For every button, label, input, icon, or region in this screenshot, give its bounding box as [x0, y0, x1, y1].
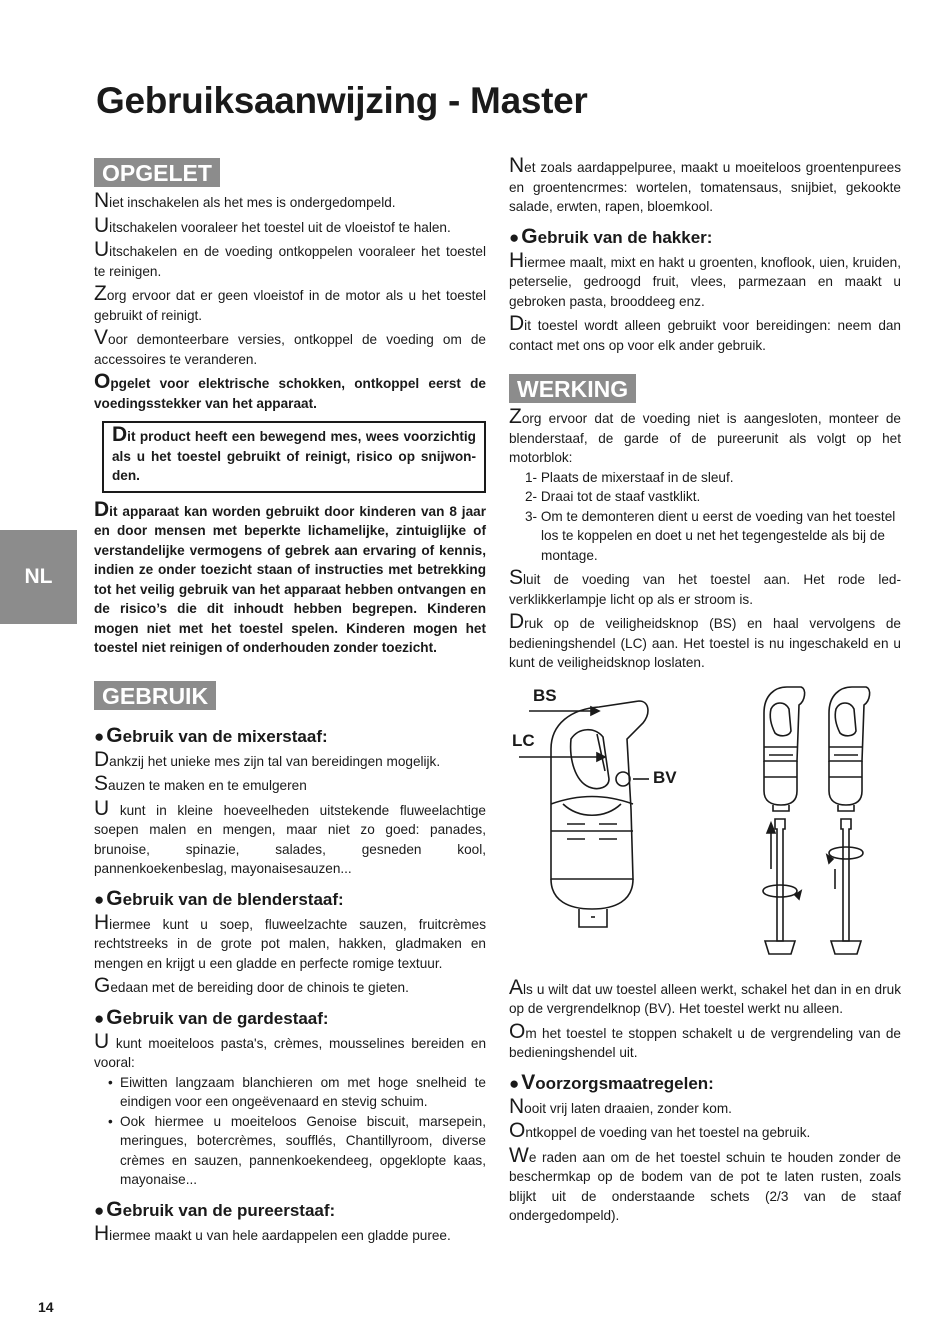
blender-paragraph: Gedaan met de bereiding door de chinois te gieten. — [94, 974, 409, 997]
werking-intro: Zorg ervoor dat de voeding niet is aangesloten, monteer de blenderstaaf, de garde of de pureerunit als volgt op het motorblok: — [509, 405, 901, 465]
puree-paragraph: Hiermee maakt u van hele aardappelen een gladde puree. — [94, 1221, 451, 1245]
moving-blade-warning-box — [102, 421, 486, 493]
mixer-paragraph: U kunt in kleine hoeveelheden uitstekende fluweelachtige soepen malen en mengen, maar niet zo goed: panades, brunoise, spinazie, salades, gesneden kool, pannenkoekenbeslag, mayonaisesauzen... — [94, 796, 486, 876]
assembly-steps — [509, 468, 901, 566]
warning-paragraph: Uitschakelen en de voeding ontkoppelen vooraleer het toestel te reinigen. — [94, 238, 486, 279]
mixer-paragraph: Sauzen te maken en te emulgeren — [94, 772, 307, 795]
list-item: 2- Draai tot de staaf vastklikt. — [525, 489, 701, 504]
voorzorg-paragraph: We raden aan om de het toestel schuin te houden zonder de beschermkap op de bodem van de pot te laten rusten, zoals blijkt uit de onderstaande schets (2/3 van de staaf ondergedompeld). — [509, 1143, 901, 1223]
list-item: • Eiwitten langzaam blanchieren om met hoge snelheid te eindigen voor een ongeëvenaard en stevig schuim. — [108, 1073, 486, 1112]
hakker-paragraph: Hiermee maalt, mixt en hakt u groenten, knoflook, uien, kruiden, peterselie, gedroogd fruit, vlees, parmezaan en maakt u gebroken pasta, brooddeeg enz. — [509, 248, 901, 309]
list-item: • Ook hiermee u moeiteloos Genoise biscuit, marsepein, meringues, botercrèmes, soufflés, Chantillyroom, diverse crèmes en sauzen, pannenkoekendeeg, opgeklopte kaas, mayonaise... — [108, 1112, 486, 1190]
werking-paragraph: Druk op de veiligheidsknop (BS) en haal vervolgens de bedieningshendel (LC) aan. Het toestel is nu ingeschakeld en u kunt de veiligheidsknop loslaten. — [509, 610, 901, 670]
subheading-voorzorg: ●Voorzorgsmaatregelen: — [509, 1070, 714, 1094]
puree-paragraph: Net zoals aardappelpuree, maakt u moeiteloos groentenpurees en groentencrmes: wortelen, tomatensaus, snijbiet, gekookte salade, erwten, rapen, bloemkool. — [509, 154, 901, 214]
section-heading-gebruik: GEBRUIK — [94, 681, 216, 710]
subheading-mixerstaaf: ●Gebruik van de mixerstaaf: — [94, 723, 328, 747]
warning-paragraph: Uitschakelen vooraleer het toestel uit de vloeistof te halen. — [94, 213, 451, 237]
section-heading-werking: WERKING — [509, 374, 636, 403]
electric-shock-warning: Opgelet voor elektrische schokken, ontkoppel eerst de voedingsstekker van het apparaat. — [94, 370, 486, 411]
appliance-illustration — [509, 679, 909, 974]
label-lc: LC — [512, 730, 535, 750]
voorzorg-paragraph: Nooit vrij laten draaien, zonder kom. — [509, 1094, 732, 1118]
garde-list — [94, 1073, 486, 1190]
moving-blade-warning: Dit product heeft een bewegend mes, wees voorzichtig als u het toestel gebruikt of reinigt, risico op snijwonden. — [112, 423, 476, 483]
section-heading-opgelet: OPGELET — [94, 158, 220, 187]
language-tab-label: NL — [24, 565, 53, 588]
voorzorg-paragraph: Ontkoppel de voeding van het toestel na gebruik. — [509, 1119, 811, 1142]
left-column — [94, 158, 486, 1250]
label-bs: BS — [533, 685, 557, 705]
subheading-gardestaaf: ●Gebruik van de gardestaaf: — [94, 1005, 329, 1029]
warning-paragraph: Zorg ervoor dat er geen vloeistof in de motor als u het toestel gebruikt of reinigt. — [94, 282, 486, 323]
subheading-pureerstaaf: ●Gebruik van de pureerstaaf: — [94, 1197, 336, 1221]
language-tab — [0, 530, 77, 624]
warning-paragraph: Niet inschakelen als het mes is ondergedompeld. — [94, 189, 396, 212]
hakker-paragraph: Dit toestel wordt alleen gebruikt voor bereidingen: neem dan contact met ons op voor elk ander gebruik. — [509, 312, 901, 353]
warning-paragraph: Voor demonteerbare versies, ontkoppel de voeding om de accessoires te veranderen. — [94, 326, 486, 367]
garde-intro: U kunt moeiteloos pasta's, crèmes, mousselines bereiden en vooral: — [94, 1029, 486, 1070]
children-warning: Dit apparaat kan worden gebruikt door kinderen van 8 jaar en door mensen met beperkte lichamelijke, zintuiglijke of verstandelijke vermogens of gebrek aan ervaring of kennis, indien ze onder toezicht staan of instructies met betrekking tot het veilig gebruik van het apparaat hebben ontvangen en de risico’s die dit inhoudt hebben begrepen. Kinderen mogen niet met het toestel spelen. Kinderen mogen het toestel niet reinigen of onderhouden zonder toezicht. — [94, 497, 486, 655]
subheading-blenderstaaf: ●Gebruik van de blenderstaaf: — [94, 886, 344, 910]
page-number: 14 — [38, 1299, 54, 1315]
blender-paragraph: Hiermee kunt u soep, fluweelzachte sauzen, fruitcrèmes rechtstreeks in de grote pot malen, hakken, gladmaken en mengen en krijgt u een gladde en perfecte romige textuur. — [94, 910, 486, 971]
list-item: 3- Om te demonteren dient u eerst de voeding van het toestel los te koppelen en doet u net het tegengestelde als bij de montage. — [525, 508, 896, 563]
werking-paragraph: Om het toestel te stoppen schakelt u de vergrendeling van de bedieningshendel uit. — [509, 1019, 901, 1060]
werking-paragraph: Sluit de voeding van het toestel aan. Het rode led-verklikkerlampje licht op als er stroom is. — [509, 566, 901, 607]
label-bv: BV — [653, 767, 677, 787]
subheading-hakker: ●Gebruik van de hakker: — [509, 224, 713, 248]
mixer-paragraph: Dankzij het unieke mes zijn tal van bereidingen mogelijk. — [94, 747, 441, 771]
right-column — [509, 154, 901, 1231]
list-item: 1- Plaats de mixerstaaf in de sleuf. — [525, 469, 734, 485]
page-title: Gebruiksaanwijzing - Master — [96, 80, 588, 121]
werking-paragraph: Als u wilt dat uw toestel alleen werkt, schakel het dan in en druk op de vergrendelknop (BV). Het toestel werkt nu alleen. — [509, 975, 901, 1016]
